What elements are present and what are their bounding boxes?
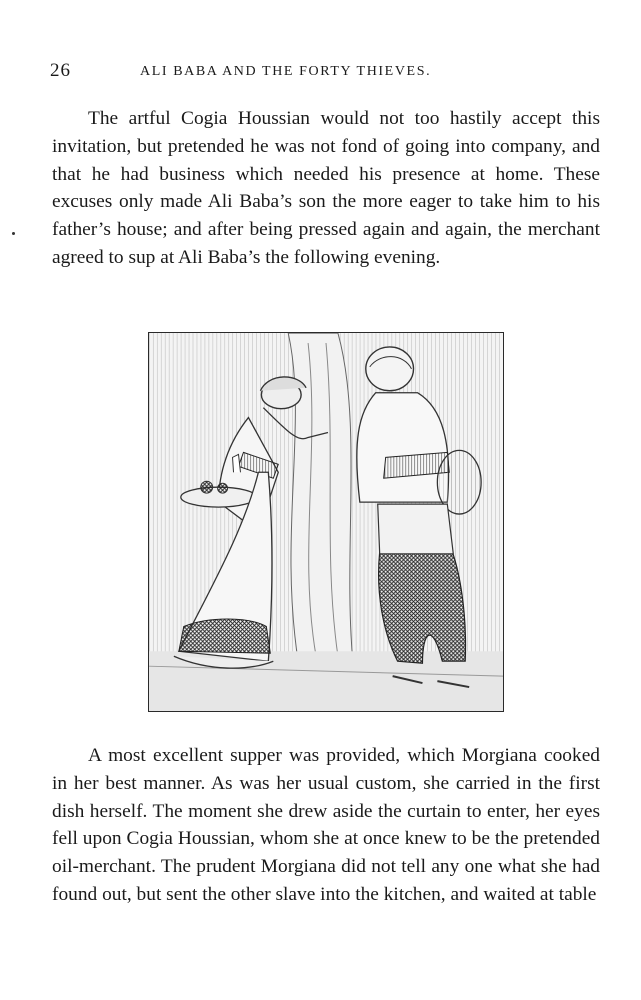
paragraph-2 (52, 742, 600, 909)
paragraph-text: A most excellent supper was provided, which Morgiana cooked in her best manner. As was her usual custom, she carried in the first dish herself. The moment she drew aside the curtain to enter, her eyes fell upon Cogia Houssian, whom she at once knew to be the pretended oil-merchant. The prudent Morgiana did not tell any one what she had found out, but sent the other slave into the kitchen, and waited at table (52, 745, 600, 905)
engraving-illustration (149, 333, 503, 711)
running-title: ALI BABA AND THE FORTY THIEVES. (140, 64, 432, 79)
page-number: 26 (50, 60, 71, 81)
illustration (148, 332, 504, 712)
margin-mark (12, 232, 15, 235)
paragraph-text: The artful Cogia Houssian would not too hastily accept this invitation, but pretended he was not fond of going into company, and that he had business which needed his presence at home. These excuses only made Ali Baba’s son the more eager to take him to his father’s house; and after being pressed again and again, the merchant agreed to sup at Ali Baba’s the following evening. (52, 108, 600, 268)
paragraph-1 (52, 105, 600, 272)
